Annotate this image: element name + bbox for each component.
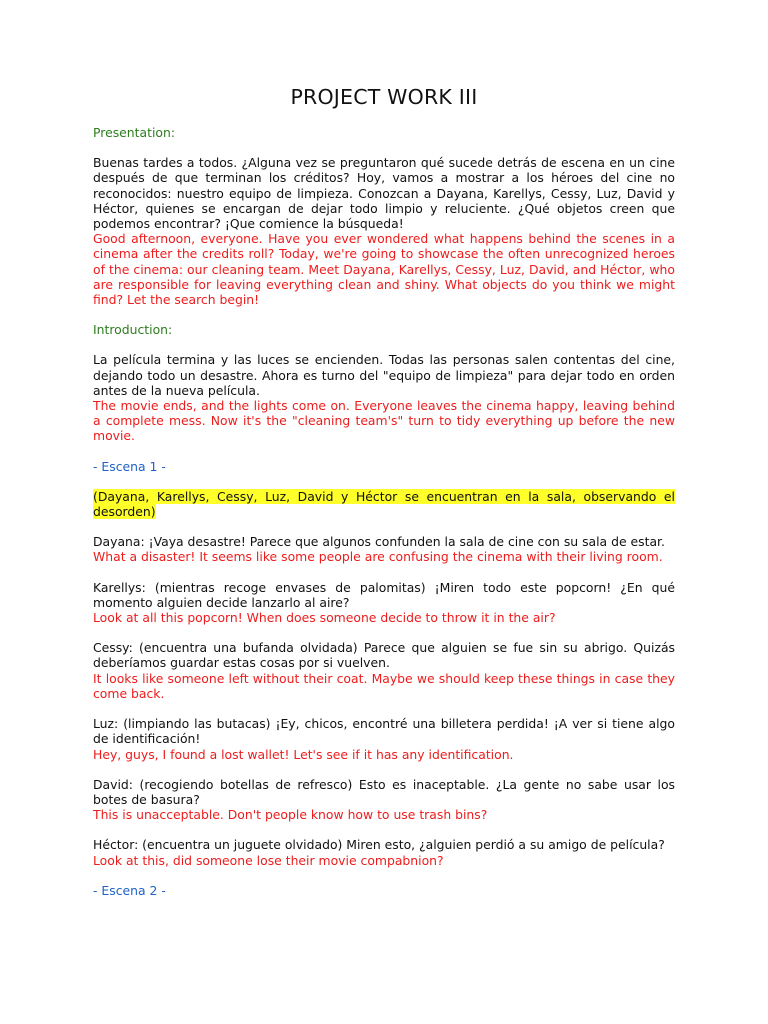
dialogue-hector-spanish: Héctor: (encuentra un juguete olvidado) Miren esto, ¿alguien perdió a su amigo de película? [93, 837, 665, 853]
scene-1-heading: - Escena 1 - [93, 458, 166, 474]
dialogue-hector-english: Look at this, did someone lose their movie compabnion? [93, 852, 444, 868]
dialogue-dayana-english: What a disaster! It seems like some people are confusing the cinema with their living room. [93, 549, 663, 565]
dialogue-dayana-spanish: Dayana: ¡Vaya desastre! Parece que algunos confunden la sala de cine con su sala de estar. [93, 534, 665, 550]
stage-direction [93, 489, 675, 519]
presentation-heading: Presentation: [93, 125, 175, 140]
introduction-english: The movie ends, and the lights come on. Everyone leaves the cinema happy, leaving behind a complete mess. Now it's the "cleaning team's" turn to tidy everything up before the new movie. [93, 398, 675, 444]
dialogue-karellys-english: Look at all this popcorn! When does someone decide to throw it in the air? [93, 610, 556, 626]
dialogue-david-spanish: David: (recogiendo botellas de refresco) Esto es inaceptable. ¿La gente no sabe usar los botes de basura? [93, 776, 675, 807]
dialogue-cessy-english: It looks like someone left without their coat. Maybe we should keep these things in case they come back. [93, 670, 675, 701]
highlighted-stage-direction: (Dayana, Karellys, Cessy, Luz, David y Héctor se encuentran en la sala, observando el desorden) [93, 488, 675, 520]
presentation-spanish: Buenas tardes a todos. ¿Alguna vez se preguntaron qué sucede detrás de escena en un cine después de que terminan los créditos? Hoy, vamos a mostrar a los héroes del cine no reconocidos: nuestro equipo de limpieza. Conozcan a Dayana, Karellys, Cessy, Luz, David y Héctor, quienes se encargan de dejar todo limpio y reluciente. ¿Qué objetos creen que podemos encontrar? ¡Que comience la búsqueda! [93, 155, 675, 232]
presentation-english: Good afternoon, everyone. Have you ever wondered what happens behind the scenes in a cinema after the credits roll? Today, we're going to showcase the often unrecognized heroes of the cinema: our cleaning team. Meet Dayana, Karellys, Cessy, Luz, David, and Héctor, who are responsible for leaving everything clean and shiny. What objects do you think we might find? Let the search begin! [93, 231, 675, 308]
introduction-heading: Introduction: [93, 322, 173, 338]
introduction-spanish: La película termina y las luces se encienden. Todas las personas salen contentas del cine, dejando todo un desastre. Ahora es turno del "equipo de limpieza" para dejar todo en orden antes de la nueva película. [93, 352, 675, 398]
dialogue-luz-english: Hey, guys, I found a lost wallet! Let's see if it has any identification. [93, 746, 514, 762]
dialogue-luz-spanish: Luz: (limpiando las butacas) ¡Ey, chicos, encontré una billetera perdida! ¡A ver si tiene algo de identificación! [93, 716, 675, 747]
scene-2-heading: - Escena 2 - [93, 882, 166, 898]
dialogue-david-english: This is unacceptable. Don't people know how to use trash bins? [93, 807, 488, 823]
document-title: PROJECT WORK III [290, 85, 478, 109]
dialogue-cessy-spanish: Cessy: (encuentra una bufanda olvidada) Parece que alguien se fue sin su abrigo. Quizás deberíamos guardar estas cosas por si vuelven. [93, 640, 675, 671]
dialogue-karellys-spanish: Karellys: (mientras recoge envases de palomitas) ¡Miren todo este popcorn! ¿En qué momento alguien decide lanzarlo al aire? [93, 579, 675, 610]
